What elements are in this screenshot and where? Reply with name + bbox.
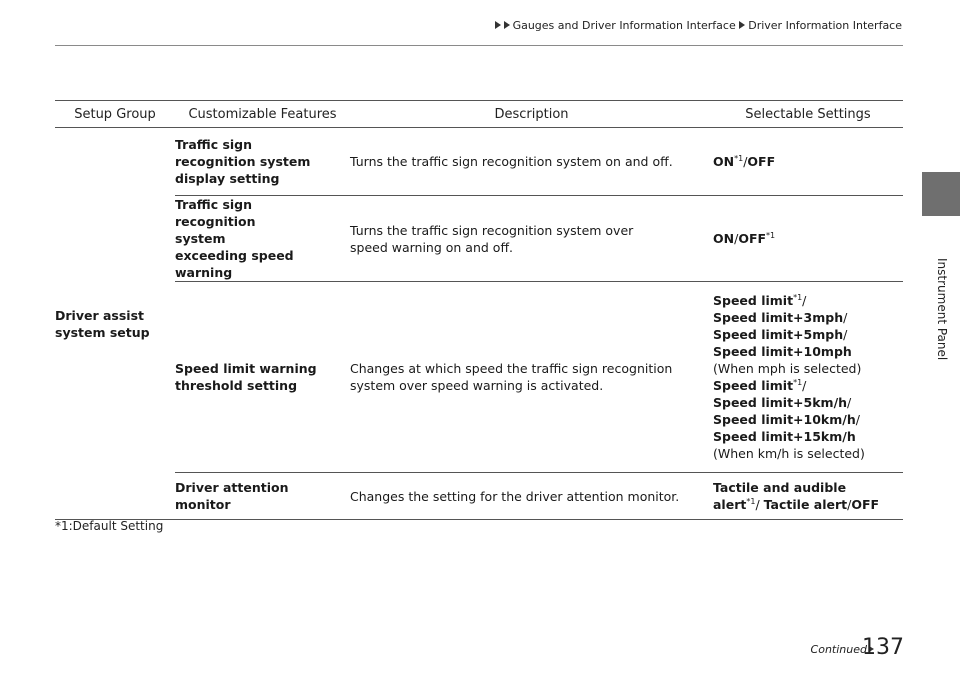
setting-separator: / [802, 378, 807, 393]
setting-plus-10mph: Speed limit+10mph [713, 344, 852, 359]
default-marker: *1 [793, 377, 803, 387]
setting-off: OFF [738, 231, 767, 246]
description-text: Turns the traffic sign recognition system over speed warning on and off. [350, 222, 634, 255]
default-marker: *1 [734, 153, 744, 163]
description-cell [350, 282, 713, 473]
feature-cell [175, 196, 350, 282]
setting-separator: / [843, 310, 848, 325]
continued-text: Continued [810, 643, 867, 656]
setting-off: OFF [851, 497, 880, 512]
settings-cell [713, 473, 903, 520]
setting-line [713, 377, 903, 394]
setting-line [713, 428, 903, 445]
setting-line [713, 343, 903, 360]
feature-cell [175, 473, 350, 520]
setting-on: ON [713, 231, 735, 246]
setting-note-mph: (When mph is selected) [713, 361, 862, 376]
triangle-arrow-icon [504, 21, 510, 29]
setting-plus-3mph: Speed limit+3mph [713, 310, 844, 325]
header-setup-group: Setup Group [55, 101, 175, 128]
setting-tactile-audible: Tactile and audible alert [713, 480, 847, 512]
breadcrumb [495, 19, 902, 32]
setting-line [713, 394, 903, 411]
setting-plus-5kmh: Speed limit+5km/h [713, 395, 848, 410]
settings-text [713, 479, 888, 513]
description-cell [350, 196, 713, 282]
feature-text: Traffic sign recognition system exceeding speed warning [175, 197, 294, 280]
breadcrumb-part-1: Gauges and Driver Information Interface [512, 19, 736, 32]
triangle-arrow-icon [495, 21, 501, 29]
table-row [55, 473, 903, 520]
setting-line [713, 292, 903, 309]
feature-cell [175, 282, 350, 473]
setting-line [713, 309, 903, 326]
setting-line [713, 326, 903, 343]
breadcrumb-part-2: Driver Information Interface [748, 19, 902, 32]
section-tab [922, 172, 960, 216]
description-cell: Changes the setting for the driver attention monitor. [350, 473, 713, 520]
setting-separator: / [843, 327, 848, 342]
setup-group-text: Driver assist system setup [55, 307, 150, 340]
settings-cell [713, 282, 903, 473]
footnote: *1:Default Setting [55, 519, 164, 533]
setting-tactile: Tactile alert [763, 497, 848, 512]
setting-plus-10kmh: Speed limit+10km/h [713, 412, 856, 427]
description-text: Changes at which speed the traffic sign recognition system over speed warning is activated. [350, 361, 673, 393]
header-rule [55, 45, 903, 46]
section-label: Instrument Panel [935, 258, 949, 361]
setting-separator: / [734, 231, 739, 246]
page-number: 137 [862, 635, 904, 660]
triangle-arrow-icon [739, 21, 745, 29]
setting-separator: / [802, 293, 807, 308]
setting-speed-limit: Speed limit [713, 293, 794, 308]
setting-line [713, 411, 903, 428]
feature-cell [175, 128, 350, 196]
setting-separator: / [847, 497, 852, 512]
setting-note-kmh: (When km/h is selected) [713, 446, 865, 461]
setting-plus-5mph: Speed limit+5mph [713, 327, 844, 342]
setting-plus-15kmh: Speed limit+15km/h [713, 429, 856, 444]
table-row [55, 282, 903, 473]
default-marker: *1 [793, 292, 803, 302]
settings-cell [713, 196, 903, 282]
header-selectable-settings: Selectable Settings [713, 101, 903, 128]
setting-on: ON [713, 154, 735, 169]
default-marker: *1 [766, 230, 776, 240]
table-row [55, 128, 903, 196]
setting-separator: / [847, 395, 852, 410]
feature-text: Speed limit warning threshold setting [175, 361, 317, 393]
setting-separator: / [755, 497, 760, 512]
header-customizable-features: Customizable Features [175, 101, 350, 128]
default-marker: *1 [746, 496, 756, 506]
setting-separator: / [743, 154, 748, 169]
table-row [55, 196, 903, 282]
setting-off: OFF [747, 154, 776, 169]
description-cell: Turns the traffic sign recognition system on and off. [350, 128, 713, 196]
settings-cell [713, 128, 903, 196]
table-header-row [55, 101, 903, 128]
setting-separator: / [855, 412, 860, 427]
settings-table [55, 100, 903, 520]
feature-text: Traffic sign recognition system display setting [175, 137, 311, 186]
feature-text: Driver attention monitor [175, 480, 289, 512]
header-description: Description [350, 101, 713, 128]
setup-group-cell [55, 128, 175, 520]
setting-speed-limit: Speed limit [713, 378, 794, 393]
